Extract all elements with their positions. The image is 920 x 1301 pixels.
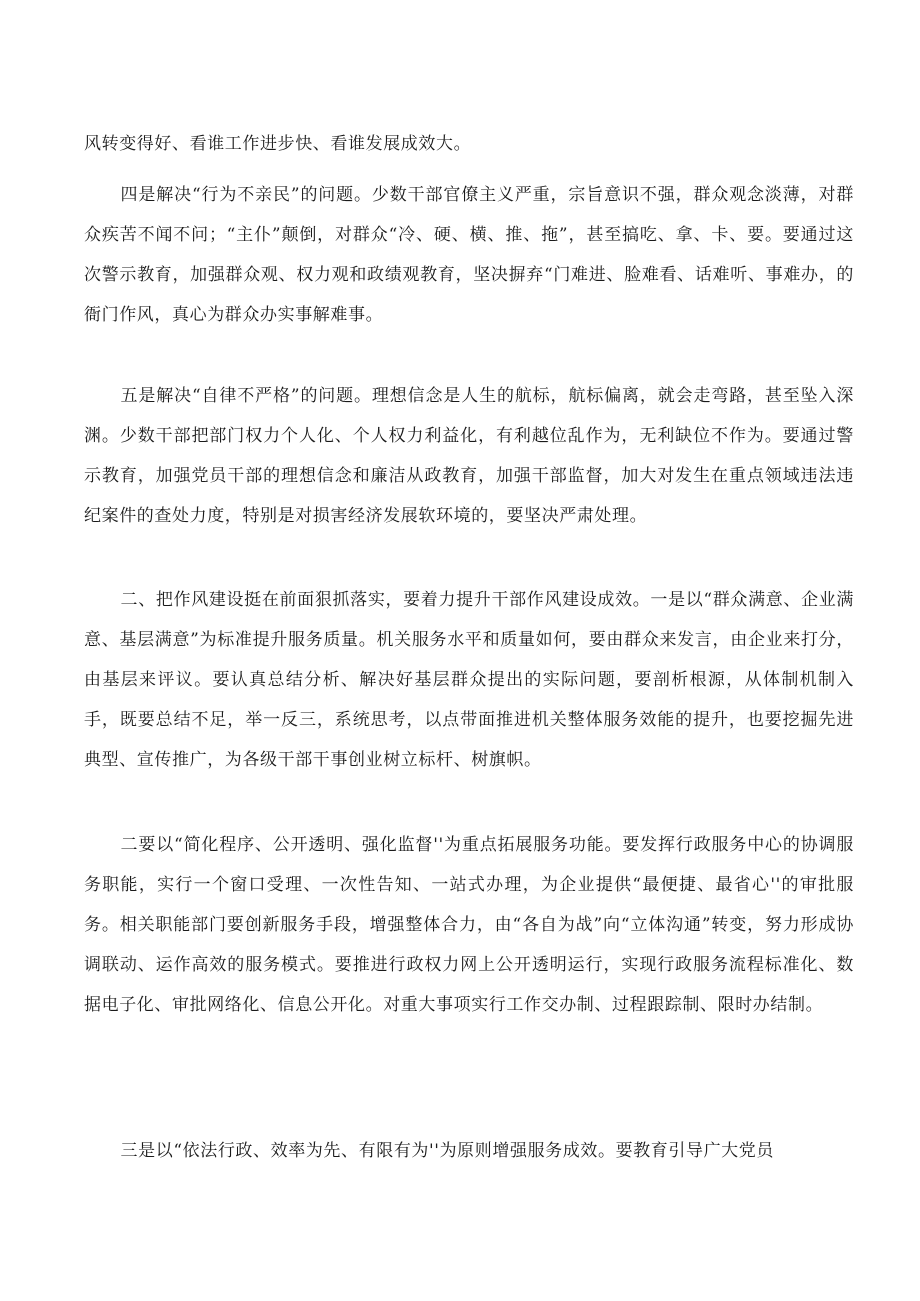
- paragraph-point-three: 三是以“依法行政、效率为先、有限有为''为原则增强服务成效。要教育引导广大党员: [120, 1141, 774, 1161]
- paragraph-continuation: 风转变得好、看谁工作进步快、看谁发展成效大。: [84, 134, 472, 154]
- paragraph-item-five: 五是解决“自律不严格”的问题。理想信念是人生的航标，航标偏离，就会走弯路，甚至坠入深渊。少数干部把部门权力个人化、个人权力利益化，有利越位乱作为，无利缺位不作为。要通过警示教育，加强党员干部的理想信念和廉洁从政教育，加强干部监督，加大对发生在重点领域违法违纪案件的查处力度，特别是对损害经济发展软环境的，要坚决严肃处理。: [84, 386, 854, 526]
- paragraph-section-two: 二、把作风建设挺在前面狠抓落实，要着力提升干部作风建设成效。一是以“群众满意、企业满意、基层满意”为标准提升服务质量。机关服务水平和质量如何，要由群众来发言，由企业来打分，由基层来评议。要认真总结分析、解决好基层群众提出的实际问题，要剖析根源，从体制机制入手，既要总结不足，举一反三，系统思考，以点带面推进机关整体服务效能的提升，也要挖掘先进典型、宣传推广，为各级干部干事创业树立标杆、树旗帜。: [84, 590, 854, 770]
- paragraph-point-two: 二要以“简化程序、公开透明、强化监督''为重点拓展服务功能。要发挥行政服务中心的协调服务职能，实行一个窗口受理、一次性告知、一站式办理，为企业提供“最便捷、最省心''的审批服务。相关职能部门要创新服务手段，增强整体合力，由“各自为战”向“立体沟通”转变，努力形成协调联动、运作高效的服务模式。要推进行政权力网上公开透明运行，实现行政服务流程标准化、数据电子化、审批网络化、信息公开化。对重大事项实行工作交办制、过程跟踪制、限时办结制。: [84, 835, 854, 1015]
- paragraph-item-four: 四是解决“行为不亲民”的问题。少数干部官僚主义严重，宗旨意识不强，群众观念淡薄，对群众疾苦不闻不问；“主仆”颠倒，对群众“冷、硬、横、推、拖”，甚至搞吃、拿、卡、要。要通过这次警示教育，加强群众观、权力观和政绩观教育，坚决摒弃“门难进、脸难看、话难听、事难办，的衙门作风，真心为群众办实事解难事。: [84, 185, 854, 325]
